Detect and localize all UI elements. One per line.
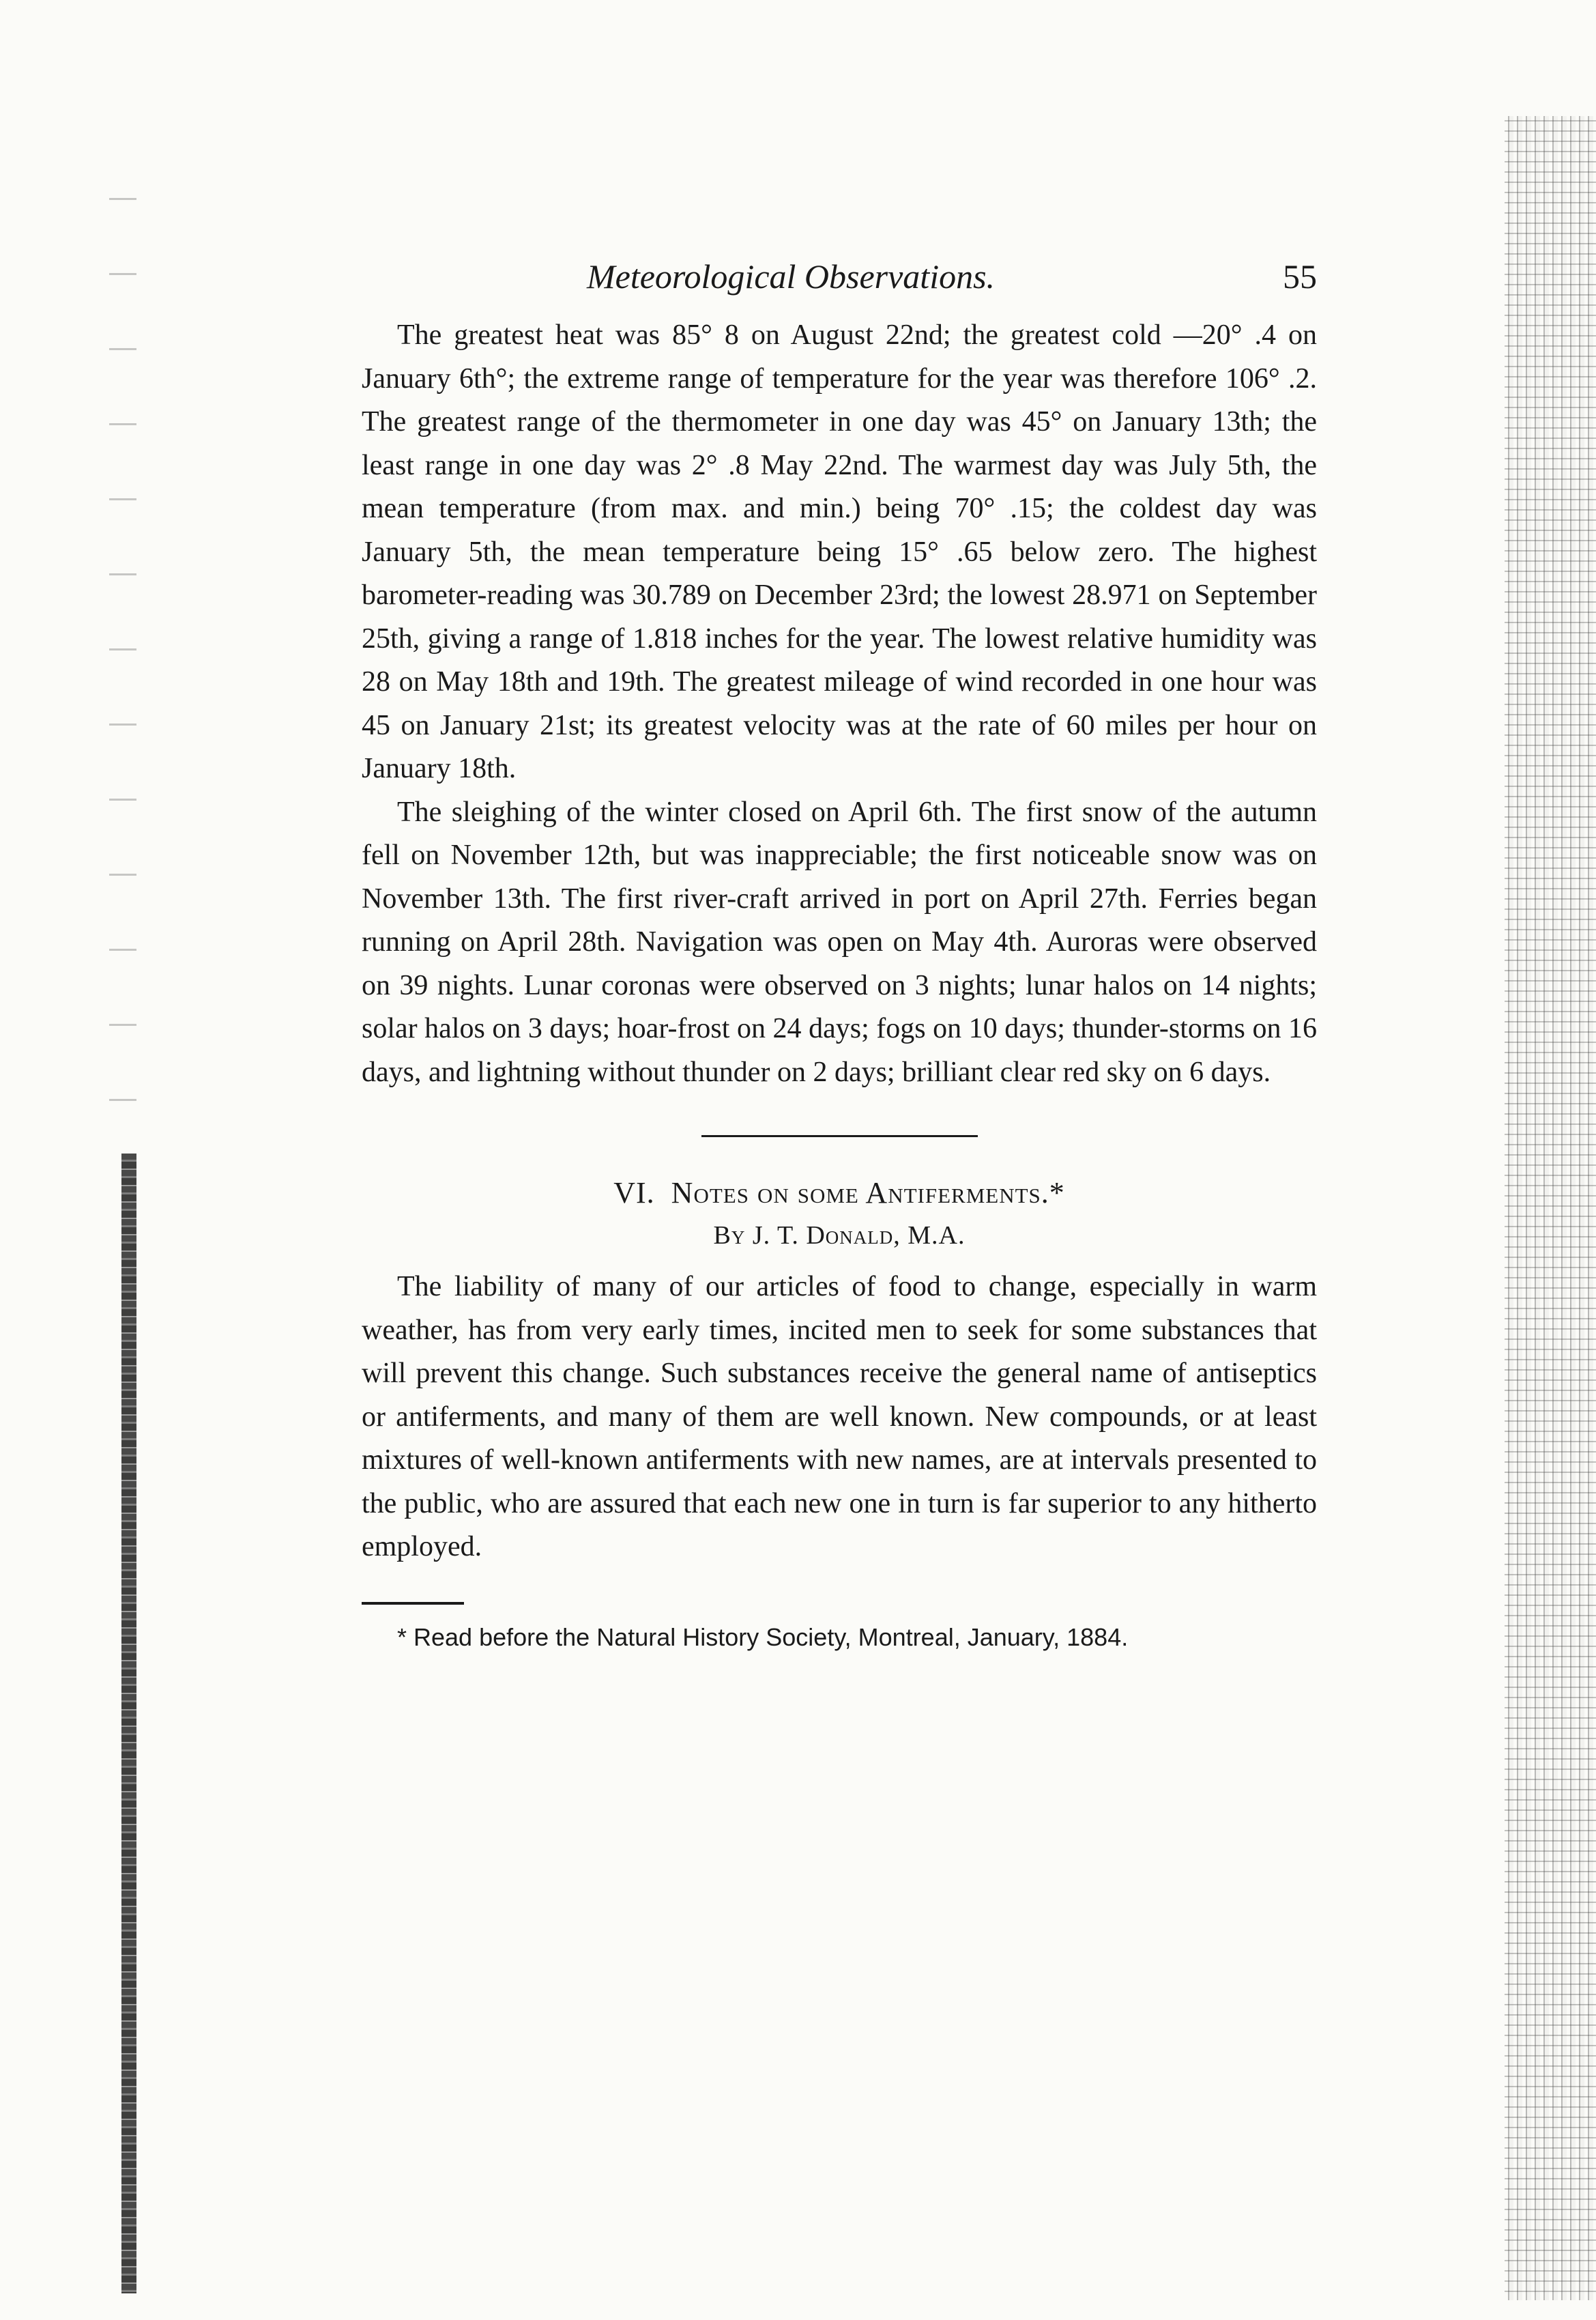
footnote: * Read before the Natural History Society, Montreal, January, 1884.	[397, 1622, 1129, 1651]
section-heading	[362, 1171, 1317, 1215]
section-divider	[701, 1135, 978, 1137]
page-number: 55	[1283, 257, 1317, 296]
binding-edge-left	[121, 1154, 136, 2293]
running-title: Meteorological Observations.	[587, 257, 996, 296]
binding-shadow-specks	[109, 171, 136, 1126]
footnote-rule	[362, 1602, 464, 1605]
page-edge-right	[1505, 116, 1596, 2300]
section-title: Notes on some Antiferments.*	[671, 1176, 1065, 1209]
paragraph-weather-extremes: The greatest heat was 85° 8 on August 22nd; the greatest cold —20° .4 on January 6th°; the extreme range of temperature for the year was therefore 106° .2. The greatest range of the thermometer in one day was 45° on January 13th; the least range in one day was 2° .8 May 22nd. The warmest day was July 5th, the mean temperature (from max. and min.) being 70° .15; the coldest day was January 5th, the mean temperature being 15° .65 below zero. The highest barometer-reading was 30.789 on December 23rd; the lowest 28.971 on September 25th, giving a range of 1.818 inches for the year. The lowest relative humidity was 28 on May 18th and 19th. The greatest mileage of wind recorded in one hour was 45 on January 21st; its greatest velocity was at the rate of 60 miles per hour on January 18th.	[362, 319, 1317, 784]
paragraph-antiferments-intro: The liability of many of our articles of food to change, especially in warm weather, has from very early times, incited men to seek for some substances that will prevent this change. Such substances receive the general name of antiseptics or antiferments, and many of them are well known. New compounds, or at least mixtures of well-known antiferments with new names, are at intervals presented to the public, who are assured that each new one in turn is far superior to any hitherto employed.	[362, 1271, 1317, 1562]
section-number: VI.	[613, 1176, 655, 1209]
paragraph-seasonal-events: The sleighing of the winter closed on April 6th. The first snow of the autumn fell on November 12th, but was inappreciable; the first noticeable snow was on November 13th. The first river-craft arrived in port on April 27th. Ferries began running on April 28th. Navigation was open on May 4th. Auroras were observed on 39 nights. Lunar coronas were observed on 3 nights; lunar halos on 14 nights; solar halos on 3 days; hoar-frost on 24 days; fogs on 10 days; thunder-storms on 16 days, and lightning without thunder on 2 days; brilliant clear red sky on 6 days.	[362, 796, 1317, 1088]
author-byline: By J. T. Donald, M.A.	[713, 1221, 966, 1250]
page-content	[362, 246, 1317, 1657]
running-head	[362, 246, 1317, 307]
